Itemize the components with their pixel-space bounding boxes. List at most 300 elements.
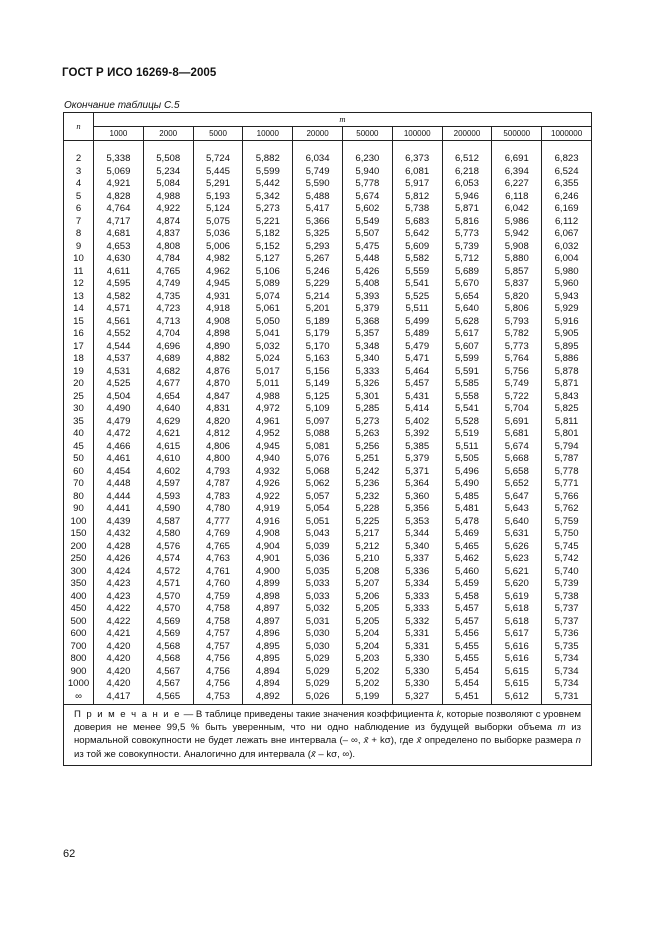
table-cell: 4,908 — [243, 528, 293, 541]
table-cell: 5,722 — [492, 391, 542, 404]
table-cell: 5,528 — [442, 416, 492, 429]
table-cell: 5,599 — [243, 166, 293, 179]
table-row — [64, 216, 592, 229]
table-cell: 5,929 — [542, 303, 592, 316]
table-row — [64, 403, 592, 416]
table-cell: 4,421 — [94, 628, 144, 641]
table-cell: 5,496 — [442, 466, 492, 479]
row-label-n: 4 — [64, 178, 94, 191]
table-cell: 5,942 — [492, 228, 542, 241]
table-cell: 5,499 — [392, 316, 442, 329]
table-cell: 4,753 — [193, 691, 243, 705]
table-cell: 5,946 — [442, 191, 492, 204]
table-cell: 6,118 — [492, 191, 542, 204]
table-row — [64, 391, 592, 404]
row-label-n: 10 — [64, 253, 94, 266]
table-row — [64, 366, 592, 379]
table-cell: 5,357 — [342, 328, 392, 341]
table-cell: 4,780 — [193, 503, 243, 516]
note-var-n: n — [575, 735, 581, 747]
table-cell: 5,225 — [342, 516, 392, 529]
table-row — [64, 316, 592, 329]
table-caption: Окончание таблицы С.5 — [64, 100, 180, 111]
row-label-n: 40 — [64, 428, 94, 441]
table-cell: 5,640 — [492, 516, 542, 529]
table-cell: 5,778 — [342, 178, 392, 191]
table-cell: 4,595 — [94, 278, 144, 291]
table-cell: 5,402 — [392, 416, 442, 429]
table-cell: 5,457 — [392, 378, 442, 391]
table-cell: 5,457 — [442, 603, 492, 616]
table-cell: 4,761 — [193, 566, 243, 579]
table-cell: 5,960 — [542, 278, 592, 291]
table-cell: 5,886 — [542, 353, 592, 366]
table-cell: 5,549 — [342, 216, 392, 229]
table-cell: 5,340 — [392, 541, 442, 554]
table-cell: 5,525 — [392, 291, 442, 304]
table-cell: 5,749 — [492, 378, 542, 391]
table-cell: 5,189 — [293, 316, 343, 329]
table-cell: 4,552 — [94, 328, 144, 341]
table-cell: 4,570 — [143, 591, 193, 604]
table-cell: 5,615 — [492, 666, 542, 679]
row-label-n: 7 — [64, 216, 94, 229]
table-cell: 4,653 — [94, 241, 144, 254]
table-cell: 4,758 — [193, 603, 243, 616]
table-cell: 4,808 — [143, 241, 193, 254]
table-cell: 4,640 — [143, 403, 193, 416]
table-cell: 5,030 — [293, 628, 343, 641]
table-cell: 5,417 — [293, 203, 343, 216]
table-cell: 4,918 — [193, 303, 243, 316]
table-cell: 5,393 — [342, 291, 392, 304]
table-cell: 4,677 — [143, 378, 193, 391]
table-row — [64, 578, 592, 591]
table-cell: 4,576 — [143, 541, 193, 554]
table-cell: 4,565 — [143, 691, 193, 705]
table-cell: 5,379 — [392, 453, 442, 466]
note-text: из той же совокупности. Аналогично для интервала ( — [74, 748, 311, 760]
table-cell: 4,749 — [143, 278, 193, 291]
table-cell: 5,039 — [293, 541, 343, 554]
table-cell: 4,793 — [193, 466, 243, 479]
table-cell: 5,731 — [542, 691, 592, 705]
table-cell: 5,471 — [392, 353, 442, 366]
note-var-xbar: x̄ — [310, 748, 316, 760]
table-cell: 4,574 — [143, 553, 193, 566]
table-cell: 5,364 — [392, 478, 442, 491]
table-cell: 5,353 — [392, 516, 442, 529]
table-cell: 4,420 — [94, 666, 144, 679]
column-header-row — [64, 127, 592, 141]
table-cell: 5,163 — [293, 353, 343, 366]
table-cell: 4,756 — [193, 666, 243, 679]
table-cell: 5,724 — [193, 153, 243, 166]
table-cell: 5,740 — [542, 566, 592, 579]
table-cell: 4,422 — [94, 616, 144, 629]
table-cell: 4,895 — [243, 653, 293, 666]
table-cell: 5,431 — [392, 391, 442, 404]
table-cell: 5,485 — [442, 491, 492, 504]
table-cell: 5,619 — [492, 591, 542, 604]
table-cell: 6,034 — [293, 153, 343, 166]
table-cell: 5,689 — [442, 266, 492, 279]
row-label-n: 700 — [64, 641, 94, 654]
table-cell: 5,882 — [243, 153, 293, 166]
table-cell: 4,988 — [243, 391, 293, 404]
table-cell: 5,326 — [342, 378, 392, 391]
table-cell: 4,756 — [193, 678, 243, 691]
table-cell: 5,125 — [293, 391, 343, 404]
table-cell: 6,081 — [392, 166, 442, 179]
table-cell: 5,816 — [442, 216, 492, 229]
table-cell: 5,737 — [542, 603, 592, 616]
row-label-n: 400 — [64, 591, 94, 604]
table-cell: 4,919 — [243, 503, 293, 516]
table-cell: 4,820 — [193, 416, 243, 429]
spacer-cell — [64, 141, 94, 154]
row-label-n: 150 — [64, 528, 94, 541]
table-cell: 4,895 — [243, 641, 293, 654]
table-cell: 5,426 — [342, 266, 392, 279]
table-cell: 4,940 — [243, 453, 293, 466]
table-cell: 5,905 — [542, 328, 592, 341]
table-cell: 5,712 — [442, 253, 492, 266]
table-cell: 4,426 — [94, 553, 144, 566]
table-cell: 5,742 — [542, 553, 592, 566]
table-cell: 4,961 — [243, 416, 293, 429]
table-cell: 5,024 — [243, 353, 293, 366]
table-cell: 5,615 — [492, 678, 542, 691]
table-cell: 4,454 — [94, 466, 144, 479]
table-cell: 5,360 — [392, 491, 442, 504]
table-cell: 4,922 — [143, 203, 193, 216]
table-cell: 4,921 — [94, 178, 144, 191]
row-label-n: 250 — [64, 553, 94, 566]
table-cell: 4,876 — [193, 366, 243, 379]
table-cell: 4,561 — [94, 316, 144, 329]
table-cell: 4,544 — [94, 341, 144, 354]
row-label-n: 35 — [64, 416, 94, 429]
table-cell: 4,424 — [94, 566, 144, 579]
table-cell: 5,371 — [392, 466, 442, 479]
table-cell: 5,036 — [293, 553, 343, 566]
table-cell: 5,356 — [392, 503, 442, 516]
document-header: ГОСТ Р ИСО 16269-8—2005 — [62, 67, 217, 79]
table-cell: 4,602 — [143, 466, 193, 479]
table-cell: 5,338 — [94, 153, 144, 166]
column-header: 200000 — [442, 127, 492, 141]
table-cell: 5,246 — [293, 266, 343, 279]
table-cell: 5,263 — [342, 428, 392, 441]
table-cell: 5,182 — [243, 228, 293, 241]
table-cell: 4,571 — [143, 578, 193, 591]
table-cell: 4,894 — [243, 678, 293, 691]
spacer-cell — [442, 141, 492, 154]
table-cell: 5,794 — [542, 441, 592, 454]
table-cell: 5,214 — [293, 291, 343, 304]
table-cell: 4,988 — [143, 191, 193, 204]
table-cell: 4,723 — [143, 303, 193, 316]
table-cell: 5,366 — [293, 216, 343, 229]
table-cell: 5,737 — [542, 616, 592, 629]
table-cell: 5,616 — [492, 653, 542, 666]
table-cell: 5,739 — [442, 241, 492, 254]
table-cell: 5,766 — [542, 491, 592, 504]
spacer-cell — [143, 141, 193, 154]
table-cell: 4,837 — [143, 228, 193, 241]
table-row — [64, 266, 592, 279]
table-cell: 5,643 — [492, 503, 542, 516]
table-cell: 4,962 — [193, 266, 243, 279]
table-cell: 5,738 — [542, 591, 592, 604]
table-cell: 5,333 — [392, 603, 442, 616]
table-cell: 5,149 — [293, 378, 343, 391]
table-cell: 5,204 — [342, 641, 392, 654]
row-label-n: 14 — [64, 303, 94, 316]
table-row — [64, 328, 592, 341]
table-cell: 4,763 — [193, 553, 243, 566]
row-label-n: 18 — [64, 353, 94, 366]
row-label-n: 450 — [64, 603, 94, 616]
table-cell: 5,745 — [542, 541, 592, 554]
table-cell: 4,896 — [243, 628, 293, 641]
table-cell: 4,777 — [193, 516, 243, 529]
table-row — [64, 203, 592, 216]
table-cell: 5,032 — [243, 341, 293, 354]
coefficient-table — [63, 112, 592, 705]
table-note — [63, 705, 592, 767]
table-cell: 5,043 — [293, 528, 343, 541]
table-cell: 5,201 — [293, 303, 343, 316]
table-cell: 5,385 — [392, 441, 442, 454]
table-cell: 5,481 — [442, 503, 492, 516]
table-cell: 4,568 — [143, 653, 193, 666]
table-cell: 5,880 — [492, 253, 542, 266]
table-cell: 6,246 — [542, 191, 592, 204]
table-cell: 5,054 — [293, 503, 343, 516]
table-cell: 5,455 — [442, 641, 492, 654]
row-label-n: 19 — [64, 366, 94, 379]
table-cell: 5,006 — [193, 241, 243, 254]
table-cell: 5,062 — [293, 478, 343, 491]
table-cell: 4,587 — [143, 516, 193, 529]
table-cell: 5,330 — [392, 666, 442, 679]
table-cell: 5,668 — [492, 453, 542, 466]
table-cell: 5,333 — [392, 591, 442, 604]
table-cell: 6,218 — [442, 166, 492, 179]
table-cell: 5,033 — [293, 591, 343, 604]
table-cell: 5,088 — [293, 428, 343, 441]
row-label-n: 12 — [64, 278, 94, 291]
table-cell: 5,081 — [293, 441, 343, 454]
table-cell: 5,051 — [293, 516, 343, 529]
table-cell: 4,630 — [94, 253, 144, 266]
table-cell: 4,472 — [94, 428, 144, 441]
table-cell: 5,620 — [492, 578, 542, 591]
row-label-n: 60 — [64, 466, 94, 479]
table-cell: 6,373 — [392, 153, 442, 166]
table-cell: 5,469 — [442, 528, 492, 541]
table-cell: 5,454 — [442, 666, 492, 679]
table-cell: 5,511 — [442, 441, 492, 454]
table-cell: 5,170 — [293, 341, 343, 354]
table-cell: 5,251 — [342, 453, 392, 466]
row-label-n: 16 — [64, 328, 94, 341]
table-row — [64, 616, 592, 629]
table-cell: 5,217 — [342, 528, 392, 541]
table-cell: 5,408 — [342, 278, 392, 291]
table-cell: 4,890 — [193, 341, 243, 354]
table-row — [64, 528, 592, 541]
note-var-m: m — [557, 721, 566, 733]
table-cell: 5,479 — [392, 341, 442, 354]
table-cell: 5,202 — [342, 678, 392, 691]
table-cell: 5,242 — [342, 466, 392, 479]
table-cell: 5,368 — [342, 316, 392, 329]
table-cell: 5,462 — [442, 553, 492, 566]
table-cell: 5,460 — [442, 566, 492, 579]
column-header: 1000 — [94, 127, 144, 141]
table-cell: 5,739 — [542, 578, 592, 591]
table-cell: 5,764 — [492, 353, 542, 366]
table-cell: 5,392 — [392, 428, 442, 441]
table-cell: 5,330 — [392, 678, 442, 691]
table-cell: 6,042 — [492, 203, 542, 216]
table-cell: 4,945 — [193, 278, 243, 291]
table-cell: 4,765 — [193, 541, 243, 554]
table-cell: 5,759 — [542, 516, 592, 529]
spacer-cell — [392, 141, 442, 154]
table-cell: 5,333 — [342, 366, 392, 379]
table-cell: 5,031 — [293, 616, 343, 629]
table-cell: 5,445 — [193, 166, 243, 179]
table-cell: 5,811 — [542, 416, 592, 429]
table-cell: 5,442 — [243, 178, 293, 191]
table-cell: 5,670 — [442, 278, 492, 291]
table-row — [64, 516, 592, 529]
spacer-cell — [193, 141, 243, 154]
row-label-n: 70 — [64, 478, 94, 491]
table-cell: 5,895 — [542, 341, 592, 354]
column-header: 100000 — [392, 127, 442, 141]
table-cell: 4,847 — [193, 391, 243, 404]
table-cell: 4,537 — [94, 353, 144, 366]
table-cell: 5,229 — [293, 278, 343, 291]
table-cell: 5,940 — [342, 166, 392, 179]
table-cell: 5,647 — [492, 491, 542, 504]
table-cell: 4,806 — [193, 441, 243, 454]
table-cell: 5,212 — [342, 541, 392, 554]
table-cell: 5,074 — [243, 291, 293, 304]
table-row — [64, 691, 592, 705]
table-cell: 5,076 — [293, 453, 343, 466]
table-row — [64, 678, 592, 691]
table-cell: 5,607 — [442, 341, 492, 354]
table-cell: 4,916 — [243, 516, 293, 529]
table-cell: 4,682 — [143, 366, 193, 379]
spacer-cell — [492, 141, 542, 154]
table-cell: 5,097 — [293, 416, 343, 429]
table-row — [64, 603, 592, 616]
table-cell: 5,205 — [342, 603, 392, 616]
table-cell: 5,327 — [392, 691, 442, 705]
table-cell: 4,735 — [143, 291, 193, 304]
table-cell: 5,750 — [542, 528, 592, 541]
table-cell: 4,420 — [94, 678, 144, 691]
table-cell: 4,759 — [193, 591, 243, 604]
table-cell: 4,525 — [94, 378, 144, 391]
table-cell: 4,441 — [94, 503, 144, 516]
table-cell: 5,986 — [492, 216, 542, 229]
table-row — [64, 628, 592, 641]
table-row — [64, 491, 592, 504]
table-cell: 4,898 — [193, 328, 243, 341]
note-lead: П р и м е ч а н и е — [74, 708, 181, 720]
table-cell: 5,029 — [293, 678, 343, 691]
table-cell: 5,075 — [193, 216, 243, 229]
table-cell: 4,504 — [94, 391, 144, 404]
table-cell: 5,916 — [542, 316, 592, 329]
table-cell: 4,784 — [143, 253, 193, 266]
table-cell: 6,004 — [542, 253, 592, 266]
table-cell: 5,837 — [492, 278, 542, 291]
table-cell: 5,511 — [392, 303, 442, 316]
table-cell: 5,344 — [392, 528, 442, 541]
column-header: 10000 — [243, 127, 293, 141]
table-cell: 4,423 — [94, 591, 144, 604]
table-cell: 5,735 — [542, 641, 592, 654]
table-cell: 5,152 — [243, 241, 293, 254]
table-cell: 5,626 — [492, 541, 542, 554]
table-cell: 5,050 — [243, 316, 293, 329]
table-cell: 4,582 — [94, 291, 144, 304]
row-header-n: n — [64, 113, 94, 141]
table-cell: 5,109 — [293, 403, 343, 416]
table-cell: 5,267 — [293, 253, 343, 266]
row-label-n: 3 — [64, 166, 94, 179]
column-header: 2000 — [143, 127, 193, 141]
table-cell: 5,061 — [243, 303, 293, 316]
row-label-n: 2 — [64, 153, 94, 166]
table-row — [64, 666, 592, 679]
table-cell: 4,654 — [143, 391, 193, 404]
table-row — [64, 191, 592, 204]
table-cell: 5,674 — [342, 191, 392, 204]
table-cell: 5,618 — [492, 616, 542, 629]
table-cell: 4,758 — [193, 616, 243, 629]
table-cell: 4,894 — [243, 666, 293, 679]
row-label-n: 600 — [64, 628, 94, 641]
table-cell: 5,616 — [492, 641, 542, 654]
table-cell: 4,717 — [94, 216, 144, 229]
table-cell: 4,982 — [193, 253, 243, 266]
table-cell: 6,230 — [342, 153, 392, 166]
table-row — [64, 653, 592, 666]
table-cell: 5,332 — [392, 616, 442, 629]
table-cell: 5,628 — [442, 316, 492, 329]
table-cell: 4,765 — [143, 266, 193, 279]
table-cell: 6,032 — [542, 241, 592, 254]
table-row — [64, 253, 592, 266]
table-cell: 5,331 — [392, 628, 442, 641]
table-cell: 4,756 — [193, 653, 243, 666]
table-cell: 4,812 — [193, 428, 243, 441]
row-label-n: 500 — [64, 616, 94, 629]
table-cell: 4,828 — [94, 191, 144, 204]
table-cell: 4,882 — [193, 353, 243, 366]
table-row — [64, 241, 592, 254]
